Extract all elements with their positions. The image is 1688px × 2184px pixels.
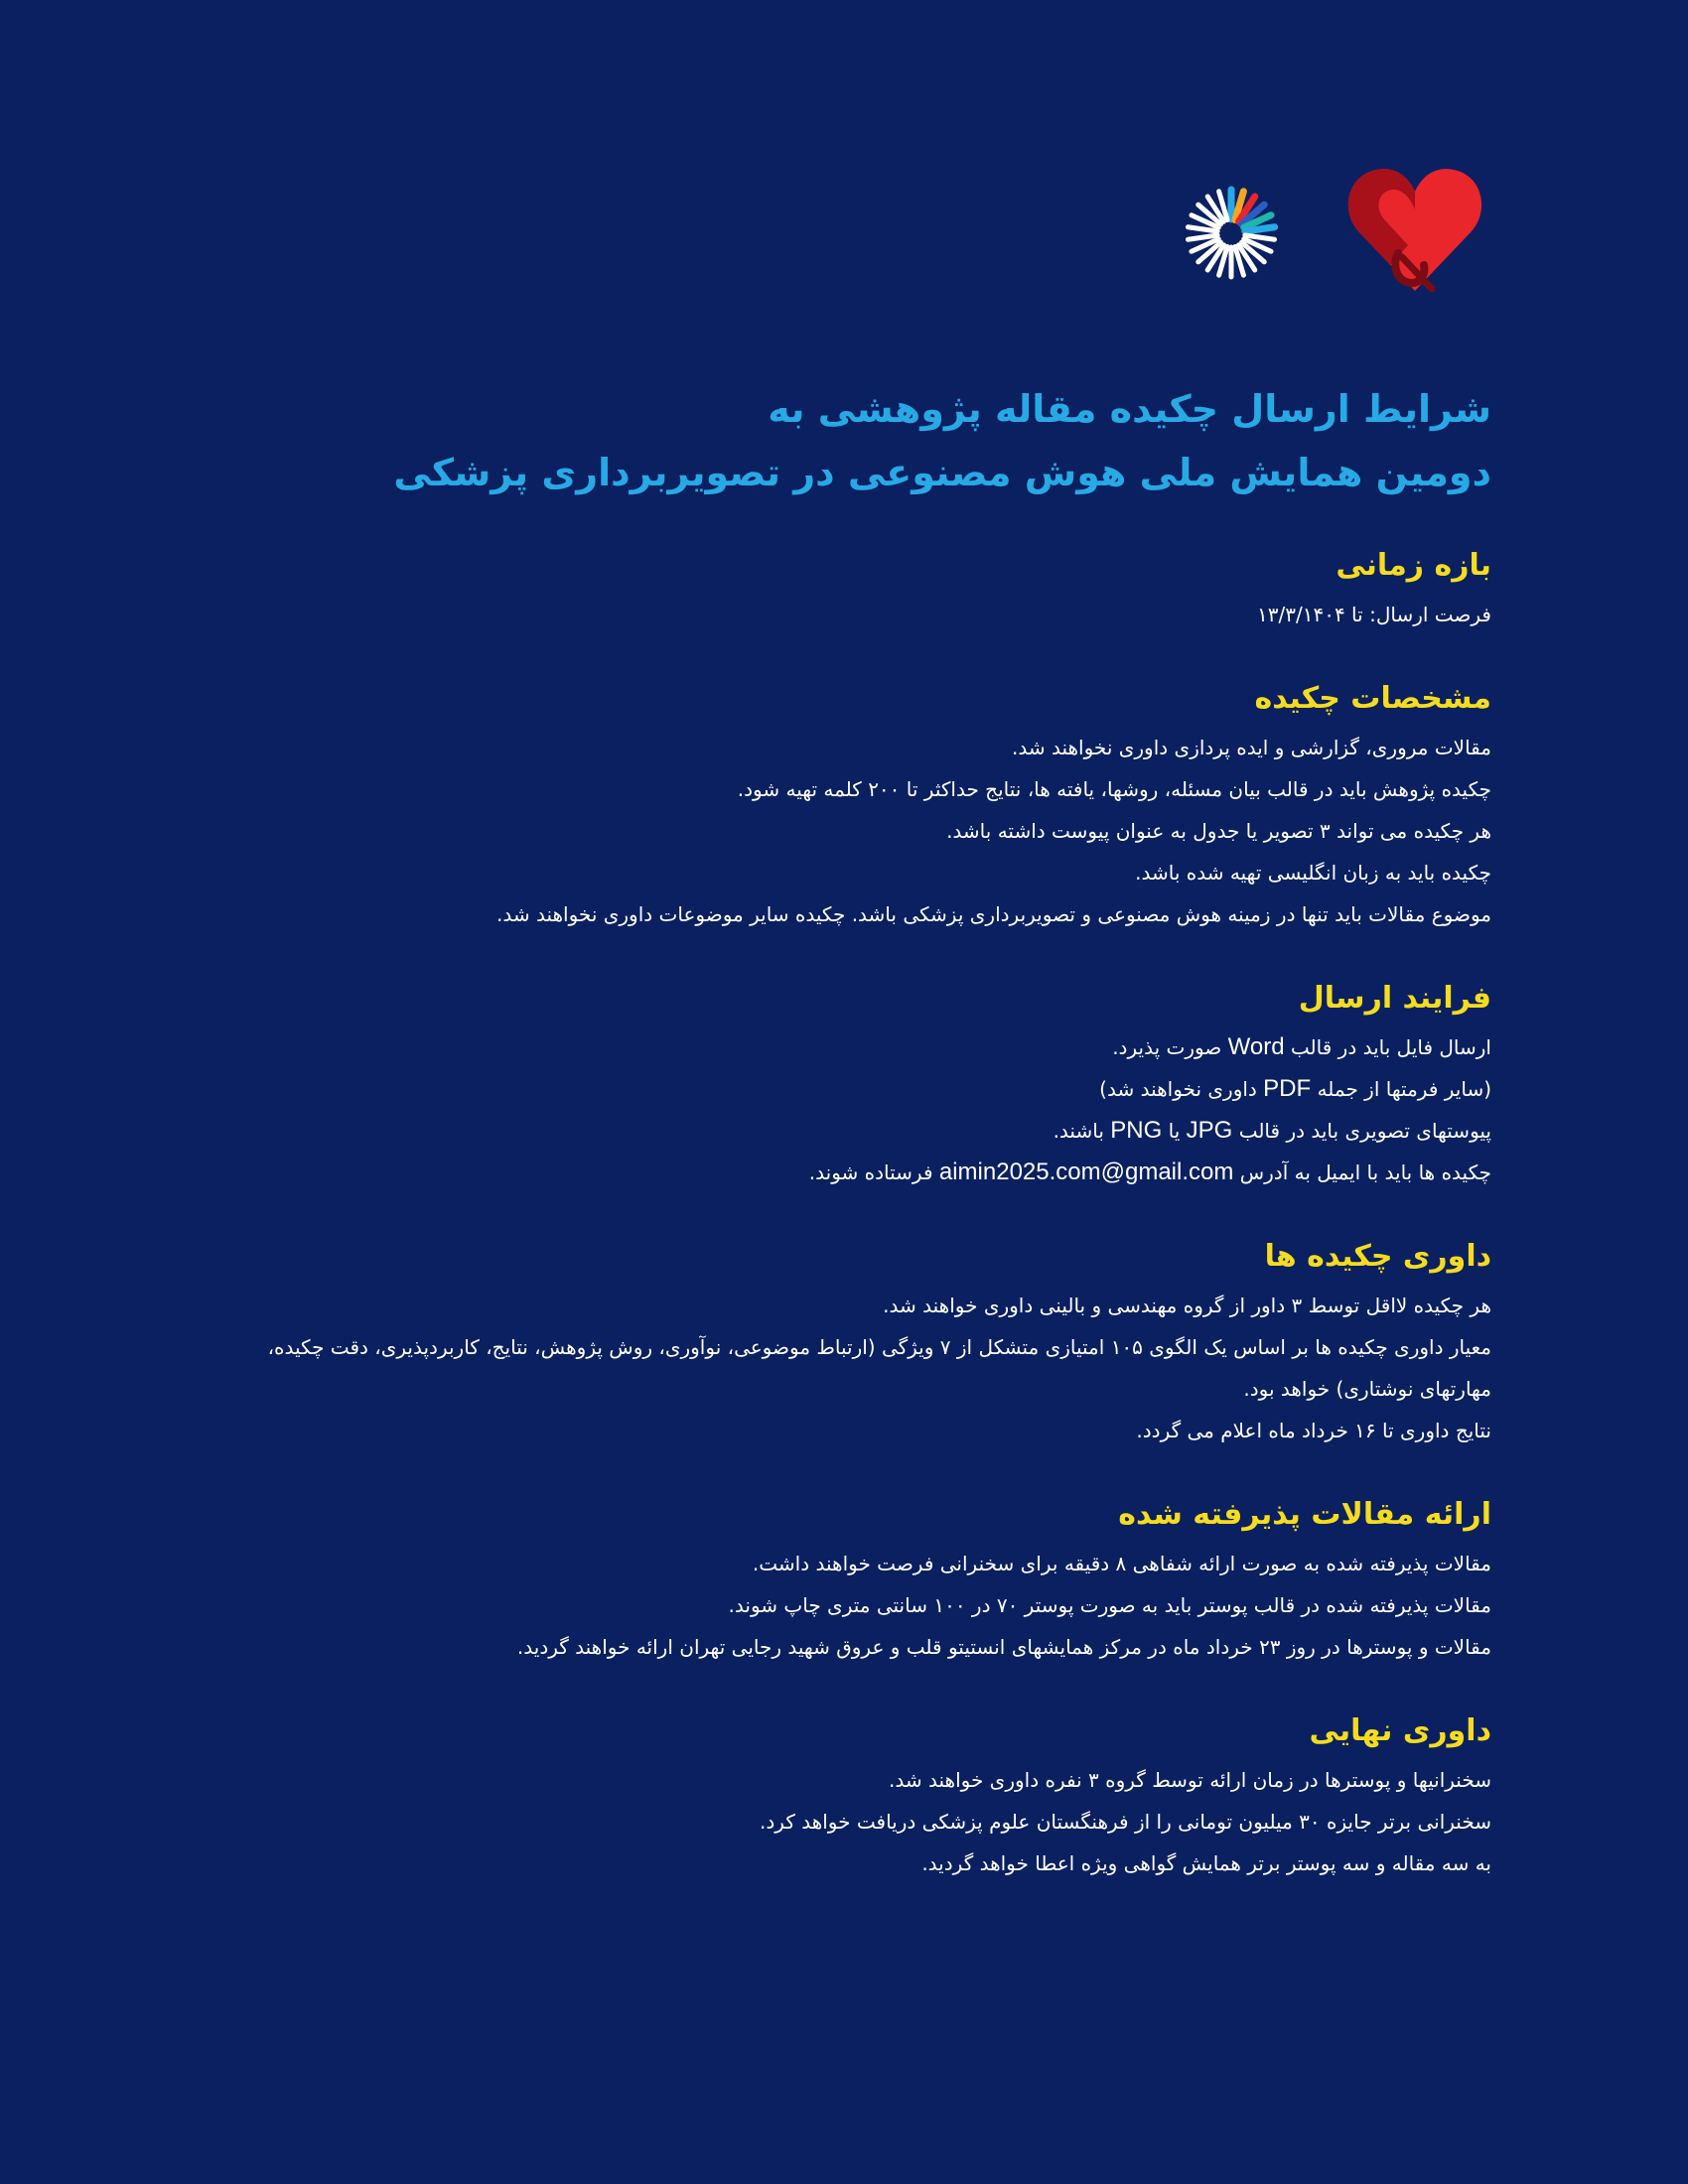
title-line-2: دومین همایش ملی هوش مصنوعی در تصویربرداری پزشکی [393,451,1491,494]
heart-logo-icon [1340,154,1489,303]
radial-dots-logo-icon [1182,159,1291,298]
presentation-line: مقالات و پوسترها در روز ۲۳ خرداد ماه در مرکز همایشهای انستیتو قلب و عروق شهید رجایی تهران ارائه خواهند گردید. [516,1635,1491,1659]
section-submission [201,977,1491,1193]
section-title: ارائه مقالات پذیرفته شده [1118,1497,1491,1532]
spec-line: چکیده باید به زبان انگلیسی تهیه شده باشد. [1135,861,1491,885]
text-fragment: یا [1168,1119,1181,1143]
final-review-line: سخنرانی برتر جایزه ۳۰ میلیون تومانی را از فرهنگستان علوم پزشکی دریافت خواهد کرد. [760,1810,1491,1834]
spec-line: مقالات مروری، گزارشی و ایده پردازی داوری نخواهند شد. [1011,736,1491,759]
deadline-text: فرصت ارسال: تا ۱۳/۳/۱۴۰۴ [1257,603,1491,626]
section-title: داوری چکیده ها [1264,1239,1491,1274]
submission-line [201,1110,1491,1152]
page-title [201,377,1491,504]
section-title: فرایند ارسال [1298,981,1491,1016]
text-fragment: داوری نخواهند شد) [1099,1077,1257,1101]
final-review-line: سخنرانیها و پوسترها در زمان ارائه توسط گروه ۳ نفره داوری خواهند شد. [889,1768,1491,1792]
title-line-1: شرایط ارسال چکیده مقاله پژوهشی به [768,387,1491,431]
email-address: aimin2025.com@gmail.com [938,1159,1234,1185]
review-line: نتایج داوری تا ۱۶ خرداد ماه اعلام می گردد. [1136,1419,1491,1442]
section-presentation [201,1493,1491,1668]
submission-line [201,1152,1491,1193]
format-png: PNG [1110,1117,1163,1144]
text-fragment: ارسال فایل باید در قالب [1290,1035,1491,1059]
text-fragment: فرستاده شوند. [808,1160,933,1184]
logo-ray [1245,227,1275,231]
text-fragment: چکیده ها باید با ایمیل به آدرس [1239,1160,1491,1184]
text-fragment: پیوستهای تصویری باید در قالب [1238,1119,1491,1143]
text-fragment: (سایر فرمتها از جمله [1317,1077,1491,1101]
submission-line [201,1068,1491,1110]
announcement-content [201,377,1491,1926]
spec-line: چکیده پژوهش باید در قالب بیان مسئله، روشها، یافته ها، نتایج حداکثر تا ۲۰۰ کلمه تهیه شود. [737,777,1491,801]
final-review-line: به سه مقاله و سه پوستر برتر همایش گواهی ویژه اعطا خواهد گردید. [921,1851,1491,1875]
format-pdf: PDF [1263,1075,1312,1102]
review-line: معیار داوری چکیده ها بر اساس یک الگوی ۱۰۵ امتیازی متشکل از ۷ ویژگی (ارتباط موضوعی، نوآوری، روش پژوهش، نتایج، کاربردپذیری، دقت چکیده، مهارتهای نوشتاری) خواهد بود. [267,1335,1491,1401]
spec-line: موضوع مقالات باید تنها در زمینه هوش مصنوعی و تصویربرداری پزشکی باشد. چکیده سایر موضوعات داوری نخواهند شد. [495,902,1491,926]
section-final-review [201,1709,1491,1884]
spec-line: هر چکیده می تواند ۳ تصویر یا جدول به عنوان پیوست داشته باشد. [946,819,1491,843]
section-abstract-specs [201,677,1491,935]
presentation-line: مقالات پذیرفته شده به صورت ارائه شفاهی ۸ دقیقه برای سخنرانی فرصت خواهند داشت. [752,1552,1491,1575]
section-title: مشخصات چکیده [1254,681,1491,716]
text-fragment: صورت پذیرد. [1112,1035,1222,1059]
presentation-line: مقالات پذیرفته شده در قالب پوستر باید به صورت پوستر ۷۰ در ۱۰۰ سانتی متری چاپ شوند. [728,1593,1491,1617]
format-jpg: JPG [1186,1117,1233,1144]
section-title: داوری نهایی [1309,1713,1491,1748]
submission-line [201,1026,1491,1068]
text-fragment: باشند. [1053,1119,1104,1143]
section-review [201,1235,1491,1451]
format-word: Word [1227,1033,1285,1060]
review-line: هر چکیده لااقل توسط ۳ داور از گروه مهندسی و بالینی داوری خواهند شد. [883,1294,1491,1317]
section-title: بازه زمانی [1336,548,1491,583]
logo-row [1182,154,1489,303]
section-timeframe [201,544,1491,635]
